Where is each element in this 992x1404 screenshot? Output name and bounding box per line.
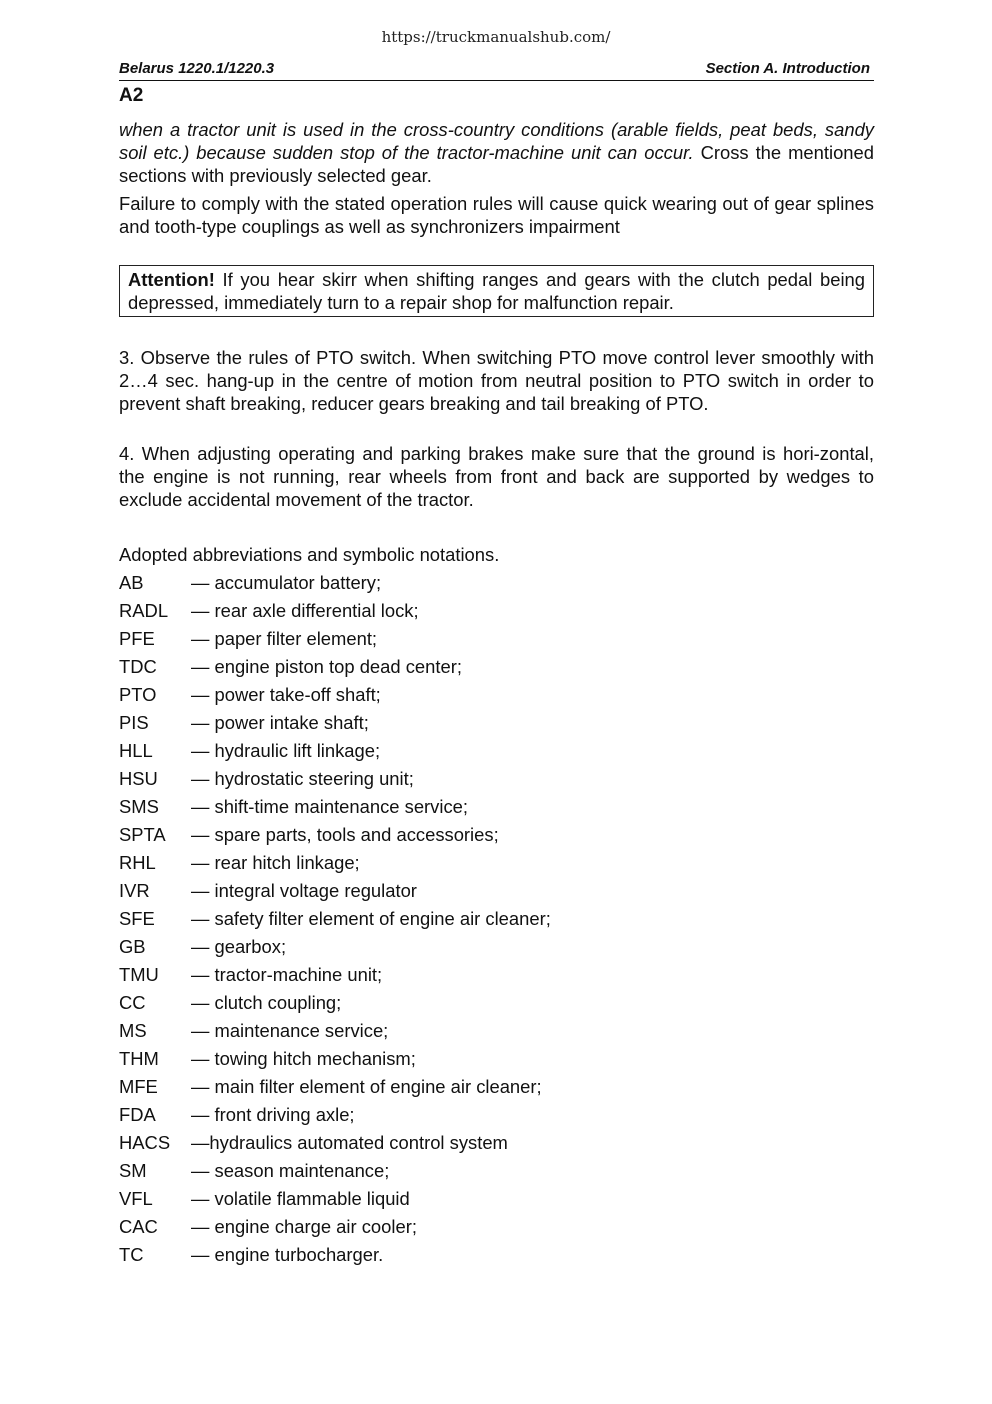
abbreviations-intro: Adopted abbreviations and symbolic notations. (119, 544, 500, 565)
attention-text: If you hear skirr when shifting ranges and gears with the clutch pedal being depressed, immediately turn to a repair shop for malfunction repair. (128, 269, 865, 313)
abbreviation-row (119, 879, 819, 907)
abbreviation-definition: — hydrostatic steering unit; (191, 768, 414, 789)
abbreviation-definition: — engine charge air cooler; (191, 1216, 417, 1237)
paragraph-cross-country (119, 118, 874, 187)
abbreviation-row (119, 1103, 819, 1131)
abbreviation-definition: — gearbox; (191, 936, 287, 957)
abbreviation-row (119, 711, 819, 739)
abbreviations-list (119, 571, 819, 1271)
header-model: Belarus 1220.1/1220.3 (119, 60, 275, 77)
abbreviation-term: AB (119, 572, 144, 593)
paragraph-failure: Failure to comply with the stated operation rules will cause quick wearing out of gear splines and tooth-type couplings as well as synchronizers impairment (119, 193, 874, 237)
abbreviation-row (119, 767, 819, 795)
abbreviation-row (119, 599, 819, 627)
abbreviation-row (119, 683, 819, 711)
abbreviation-term: THM (119, 1048, 159, 1069)
abbreviation-term: SM (119, 1160, 147, 1181)
abbreviation-term: CAC (119, 1216, 158, 1237)
abbreviation-definition: — shift-time maintenance service; (191, 796, 468, 817)
abbreviation-row (119, 991, 819, 1019)
abbreviation-definition: — towing hitch mechanism; (191, 1048, 416, 1069)
abbreviation-row (119, 1215, 819, 1243)
abbreviation-row (119, 1131, 819, 1159)
abbreviation-definition: — rear hitch linkage; (191, 852, 360, 873)
source-url[interactable]: https://truckmanualshub.com/ (381, 28, 611, 46)
abbreviation-row (119, 907, 819, 935)
abbreviation-row (119, 1047, 819, 1075)
running-header (119, 60, 874, 81)
abbreviation-term: SPTA (119, 824, 166, 845)
paragraph-normal-part: Cross the mentioned sections with previously selected gear. (119, 142, 874, 186)
abbreviation-definition: — maintenance service; (191, 1020, 389, 1041)
abbreviation-row (119, 963, 819, 991)
abbreviation-definition: — hydraulic lift linkage; (191, 740, 381, 761)
page-code: A2 (119, 85, 144, 106)
paragraph-italic-part: when a tractor unit is used in the cross-country conditions (arable fields, peat beds, sandy soil etc.) because sudden stop of the tractor-machine unit can occur. (119, 119, 874, 163)
abbreviation-row (119, 571, 819, 599)
abbreviation-definition: — main filter element of engine air cleaner; (191, 1076, 542, 1097)
abbreviation-term: TDC (119, 656, 157, 677)
abbreviation-row (119, 627, 819, 655)
attention-box (119, 265, 874, 317)
abbreviation-term: VFL (119, 1188, 153, 1209)
abbreviation-definition: — engine turbocharger. (191, 1244, 384, 1265)
abbreviation-definition: — clutch coupling; (191, 992, 342, 1013)
abbreviation-term: FDA (119, 1104, 156, 1125)
abbreviation-definition: —hydraulics automated control system (191, 1132, 508, 1153)
abbreviation-row (119, 851, 819, 879)
abbreviation-term: MS (119, 1020, 147, 1041)
abbreviation-term: IVR (119, 880, 150, 901)
abbreviation-term: MFE (119, 1076, 158, 1097)
abbreviation-definition: — tractor-machine unit; (191, 964, 383, 985)
abbreviation-definition: — rear axle differential lock; (191, 600, 419, 621)
abbreviation-definition: — power intake shaft; (191, 712, 369, 733)
abbreviation-row (119, 1243, 819, 1271)
abbreviation-term: PFE (119, 628, 155, 649)
abbreviation-definition: — paper filter element; (191, 628, 378, 649)
abbreviation-definition: — engine piston top dead center; (191, 656, 462, 677)
paragraph-brakes: 4. When adjusting operating and parking brakes make sure that the ground is hori-zontal, the engine is not running, rear wheels from front and back are supported by wedges to exclude accidental movement of the tractor. (119, 443, 874, 510)
abbreviation-row (119, 655, 819, 683)
abbreviation-row (119, 739, 819, 767)
abbreviation-definition: — integral voltage regulator (191, 880, 417, 901)
abbreviation-term: RHL (119, 852, 156, 873)
abbreviation-term: TMU (119, 964, 159, 985)
abbreviation-term: TC (119, 1244, 144, 1265)
abbreviation-definition: — safety filter element of engine air cleaner; (191, 908, 551, 929)
abbreviation-row (119, 1075, 819, 1103)
abbreviation-term: HSU (119, 768, 158, 789)
abbreviation-term: HACS (119, 1132, 171, 1153)
abbreviation-term: HLL (119, 740, 153, 761)
abbreviation-term: GB (119, 936, 146, 957)
abbreviation-definition: — power take-off shaft; (191, 684, 381, 705)
abbreviation-term: SMS (119, 796, 159, 817)
abbreviation-definition: — spare parts, tools and accessories; (191, 824, 499, 845)
abbreviation-term: CC (119, 992, 146, 1013)
abbreviation-term: PTO (119, 684, 157, 705)
abbreviation-definition: — accumulator battery; (191, 572, 382, 593)
abbreviation-row (119, 1019, 819, 1047)
abbreviation-row (119, 1187, 819, 1215)
abbreviation-definition: — volatile flammable liquid (191, 1188, 410, 1209)
abbreviation-term: SFE (119, 908, 155, 929)
abbreviation-term: PIS (119, 712, 149, 733)
abbreviation-row (119, 935, 819, 963)
abbreviation-definition: — season maintenance; (191, 1160, 390, 1181)
abbreviation-definition: — front driving axle; (191, 1104, 355, 1125)
attention-label: Attention! (128, 269, 215, 290)
header-section: Section A. Introduction (705, 60, 870, 77)
abbreviation-row (119, 795, 819, 823)
abbreviation-row (119, 823, 819, 851)
abbreviation-term: RADL (119, 600, 169, 621)
abbreviation-row (119, 1159, 819, 1187)
paragraph-pto-rules: 3. Observe the rules of PTO switch. When switching PTO move control lever smoothly with 2…4 sec. hang-up in the centre of motion from neutral position to PTO switch in order to prevent shaft breaking, reducer gears breaking and tail breaking of PTO. (119, 347, 874, 414)
